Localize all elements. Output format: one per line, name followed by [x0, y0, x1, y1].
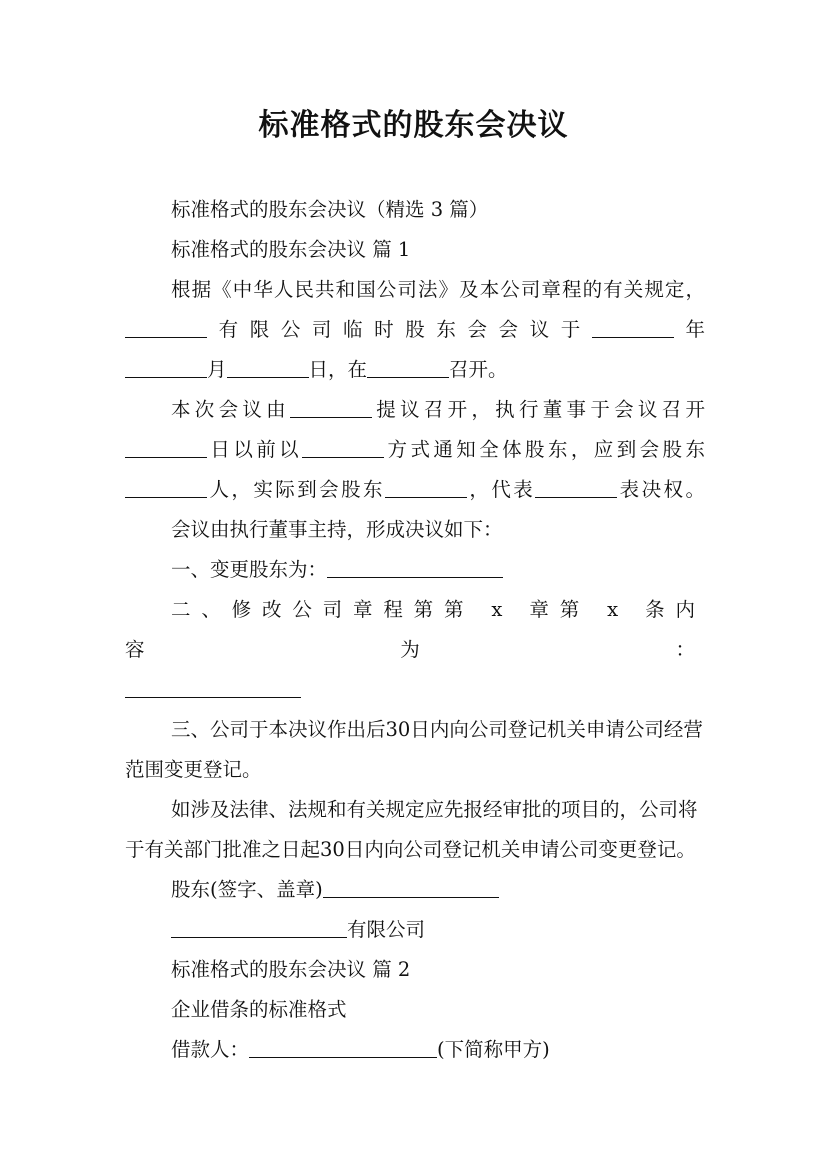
resolution-item-2-cont [125, 670, 705, 710]
paragraph-1-text-e: 日，在 [308, 358, 368, 381]
paragraph-1-text-a: 根据《中华人民共和国公司法》及本公司章程的有关规定， [171, 278, 705, 301]
document-title: 标准格式的股东会决议 [258, 108, 569, 143]
company-blank [171, 917, 347, 938]
notice-days-blank [125, 437, 207, 458]
signature-blank [323, 877, 499, 898]
paragraph-1-text-d: 月 [207, 358, 227, 381]
year-blank [592, 317, 674, 338]
company-name-blank [125, 317, 207, 338]
resolution-item-3: 三、公司于本决议作出后30日内向公司登记机关申请公司经营范围变更登记。 [125, 718, 703, 781]
borrower-blank [249, 1037, 437, 1058]
paragraph-2-cont-1 [125, 430, 705, 470]
paragraph-3: 会议由执行董事主持，形成决议如下： [171, 518, 503, 541]
paragraph-2-text-a: 本次会议由 [171, 398, 290, 421]
item-1-text: 一、变更股东为： [171, 558, 328, 581]
vote-share-blank [535, 477, 617, 498]
paragraph-2-text-g: 表决权。 [617, 478, 705, 501]
paragraph-2-text-f: ，代表 [466, 478, 536, 501]
notice-method-blank [302, 437, 384, 458]
intro-line: 标准格式的股东会决议（精选 3 篇） [171, 198, 489, 221]
resolution-item-2: 二、修改公司章程第第 x 章第 x 条内容为： [125, 598, 705, 661]
document-body [125, 190, 705, 1070]
paragraph-2-cont-2 [125, 470, 705, 510]
company-suffix: 有限公司 [347, 918, 426, 941]
signature-label: 股东(签字、盖章) [171, 878, 323, 901]
expected-count-blank [125, 477, 207, 498]
paragraph-1-cont [125, 350, 705, 390]
section2-subtitle: 企业借条的标准格式 [171, 998, 347, 1021]
paragraph-1 [125, 270, 705, 350]
paragraph-1-text-c: 年 [673, 318, 705, 341]
proposer-blank [290, 397, 372, 418]
section1-heading: 标准格式的股东会决议 篇 1 [171, 238, 411, 261]
resolution-item-1 [125, 550, 705, 590]
company-line [125, 910, 705, 950]
actual-count-blank [385, 477, 467, 498]
paragraph-2-text-e: 人，实际到会股东 [207, 478, 385, 501]
borrower-note: (下简称甲方) [437, 1038, 550, 1061]
paragraph-2-text-c: 日以前以 [207, 438, 303, 461]
month-blank [125, 357, 207, 378]
article-content-blank [125, 677, 301, 698]
borrower-line [125, 1030, 705, 1070]
day-blank [227, 357, 309, 378]
paragraph-1-text-b: 有限公司临时股东会会议于 [207, 318, 592, 341]
paragraph-4: 如涉及法律、法规和有关规定应先报经审批的项目的，公司将于有关部门批准之日起30日内向公司登记机关申请公司变更登记。 [125, 798, 698, 861]
signature-line [125, 870, 705, 910]
new-shareholder-blank [327, 557, 503, 578]
section2-heading: 标准格式的股东会决议 篇 2 [171, 958, 411, 981]
location-blank [367, 357, 449, 378]
paragraph-2-text-d: 方式通知全体股东，应到会股东 [384, 438, 705, 461]
paragraph-2 [125, 390, 705, 430]
paragraph-2-text-b: 提议召开，执行董事于会议召开 [371, 398, 705, 421]
borrower-label: 借款人： [171, 1038, 250, 1061]
paragraph-1-text-f: 召开。 [449, 358, 508, 381]
